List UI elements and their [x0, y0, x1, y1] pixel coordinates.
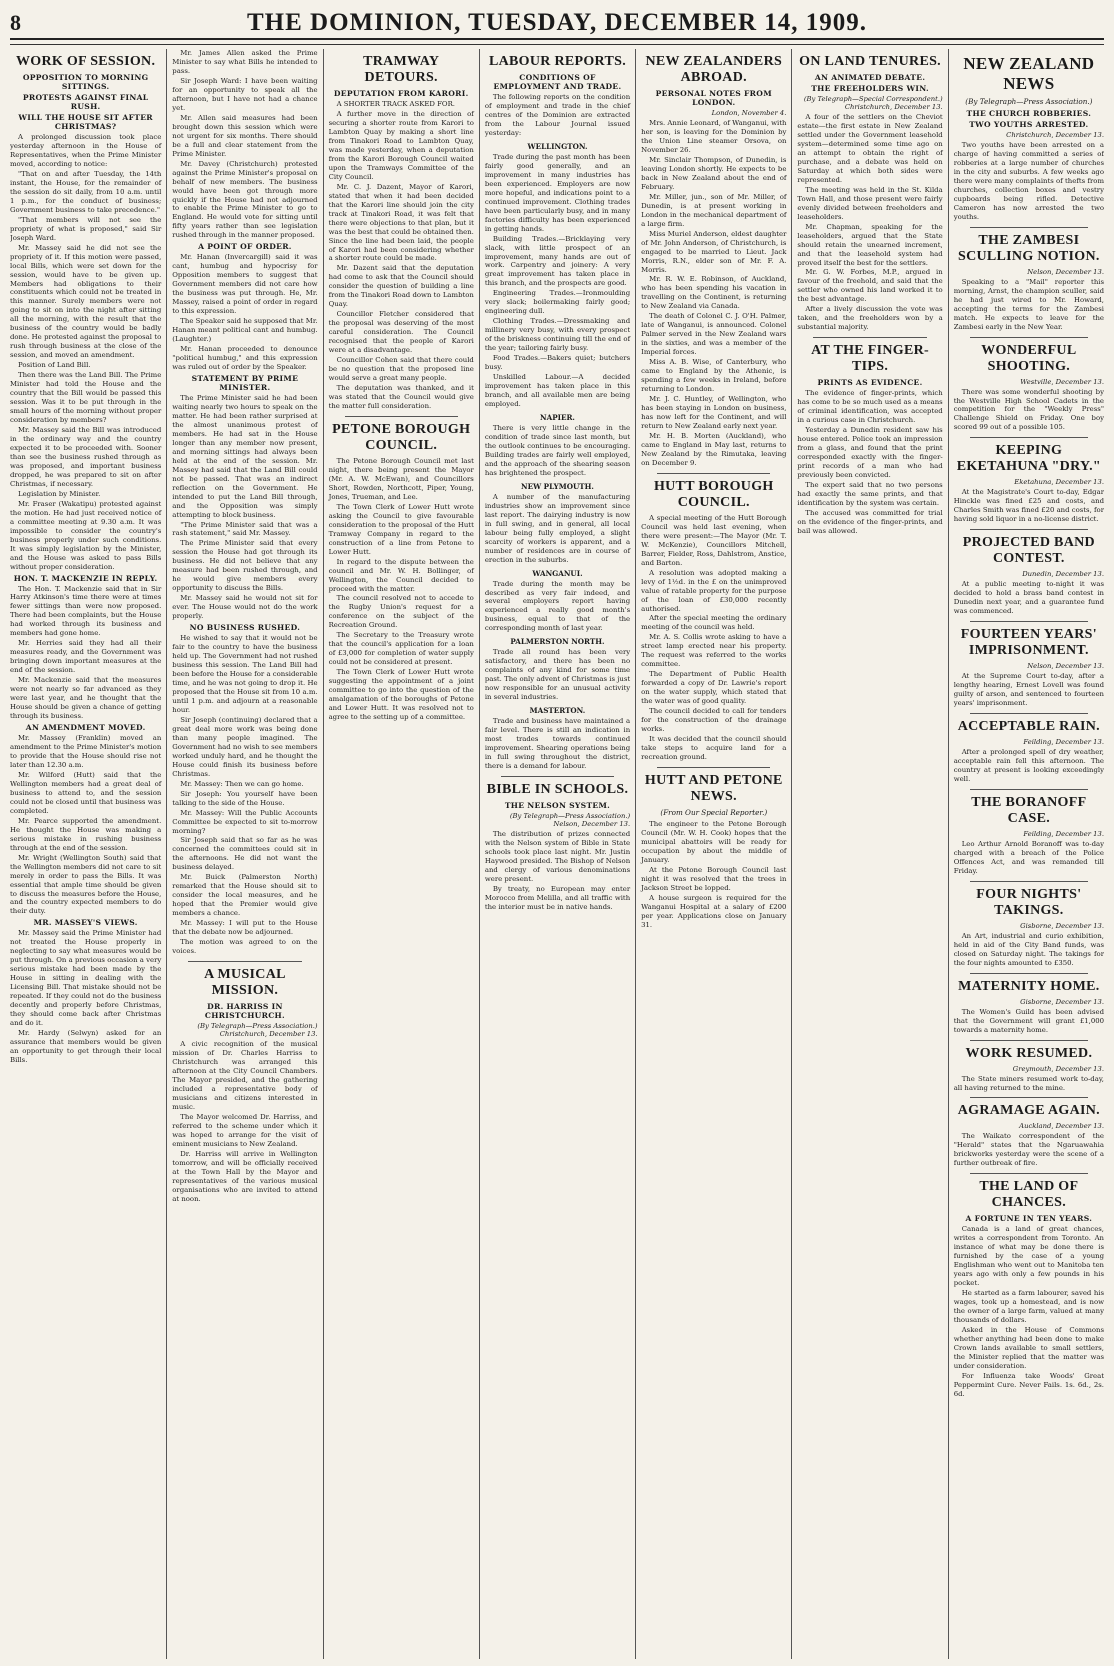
- article-paragraph: Mr. Allen said measures had been brought down this session which were not urgent for six months. There should be a full and clear statement from the Prime Minister.: [172, 113, 318, 158]
- article-headline: FOURTEEN YEARS' IMPRISONMENT.: [960, 627, 1097, 659]
- dateline: Gisborne, December 13.: [1020, 921, 1104, 930]
- article-paragraph: Mr. Miller, jun., son of Mr. Miller, of Dunedin, is at present working in London in the mechanical department of a large firm.: [641, 192, 787, 228]
- article-subheading: STATEMENT BY PRIME MINISTER.: [191, 373, 299, 392]
- article-paragraph: Mr. Massey: Will the Public Accounts Committee be expected to sit to-morrow morning?: [172, 808, 318, 835]
- article-paragraph: There was some wonderful shooting by the Westville High School Cadets in the competition for the "Weekly Press" Challenge Shield on Friday. One boy scored 99 out of a possible 105.: [953, 387, 1104, 432]
- article-paragraph: Mr. Wright (Wellington South) said that the Wellington members did not care to sit merely in order to pass the Bills. It was essential that ample time should be given to discuss the measures before the House, and the country expected members to do their duty.: [10, 853, 162, 916]
- article-paragraph: The Waikato correspondent of the "Herald" states that the Ngaruawahia brickworks yesterday were the scene of a further outbreak of fire.: [953, 1132, 1104, 1168]
- dateline: Gisborne, December 13.: [1020, 997, 1104, 1006]
- article-paragraph: For Influenza take Woods' Great Peppermint Cure. Never Fails. 1s. 6d., 2s. 6d.: [953, 1371, 1104, 1398]
- article-paragraph: A civic recognition of the musical mission of Dr. Charles Harriss to Christchurch was arranged this afternoon at the City Council Chambers. The Mayor presided, and the gathering included a representative body of musicians and citizens interested in music.: [172, 1040, 318, 1111]
- article-paragraph: Trade during the month may be described as very fair indeed, and several employers report having experienced a really good month's business, equal to that of the corresponding month of last year.: [484, 579, 631, 633]
- article-paragraph: After a prolonged spell of dry weather, acceptable rain fell this afternoon. The country at present is looking exceedingly well.: [953, 748, 1104, 783]
- article-headline: PETONE BOROUGH COUNCIL.: [332, 421, 471, 453]
- article-subheading: A FORTUNE IN TEN YEARS.: [965, 1214, 1093, 1224]
- article-headline: FOUR NIGHTS' TAKINGS.: [976, 886, 1082, 918]
- article-paragraph: Two youths have been arrested on a charge of having committed a series of robberies at a large number of churches in the city and suburbs. A few weeks ago there were many complaints of thefts from churches, collection boxes and vestry cupboards being rifled. Detective Cameron has now arrested the two youths.: [953, 141, 1104, 221]
- section-divider: [970, 789, 1088, 790]
- article-paragraph: After a lively discussion the vote was taken, and the freeholders won by a substantial majority.: [797, 305, 943, 332]
- article-paragraph: The Prime Minister said that every session the House had got through its business. He did not believe that any measure had been rushed through, and he would give members every opportunity to discuss the Bills.: [172, 539, 318, 593]
- dateline: Eketahuna, December 13.: [1014, 478, 1104, 487]
- article-paragraph: He wished to say that it would not be fair to the country to have the business held up. The Government had not rushed business this session. The Land Bill had been before the House for a considerable time, and he was not going to drop it. He proposed that the House sit from 10 a.m. until 1 p.m. and adjourn at a reasonable hour.: [172, 634, 318, 714]
- article-headline: A MUSICAL MISSION.: [204, 967, 286, 999]
- article-subheading: WILL THE HOUSE SIT AFTER CHRISTMAS?: [18, 113, 153, 131]
- article-headline: PROJECTED BAND CONTEST.: [962, 535, 1095, 567]
- article-paragraph: Leo Arthur Arnold Boranoff was to-day charged with a breach of the Police Offences Act, and was remanded till Friday.: [953, 839, 1104, 875]
- section-divider: [970, 529, 1088, 530]
- article-paragraph: Mr. James Allen asked the Prime Minister to say what Bills he intended to pass.: [172, 49, 318, 75]
- article-subheading: PRINTS AS EVIDENCE.: [817, 378, 923, 388]
- masthead: [10, 8, 1104, 40]
- dateline: Christchurch, December 13.: [1006, 131, 1104, 139]
- place-heading: WELLINGTON.: [527, 141, 588, 151]
- column-3: [323, 49, 479, 1659]
- article-paragraph: Mr. Mackenzie said that the measures were not nearly so far advanced as they were last year, and he thought that the House should be given a chance of getting through its business.: [10, 676, 162, 721]
- article-paragraph: A prolonged discussion took place yesterday afternoon in the House of Representatives, when the Prime Minister moved, according to notice:: [10, 133, 162, 168]
- article-subheading: (From Our Special Reporter.): [660, 807, 768, 817]
- article-subheading: (By Telegraph—Press Association.): [965, 97, 1093, 106]
- article-subheading: PROTESTS AGAINST FINAL RUSH.: [22, 93, 149, 111]
- place-heading: MASTERTON.: [529, 706, 586, 716]
- article-subheading: AN AMENDMENT MOVED.: [25, 723, 146, 733]
- article-paragraph: Mr. R. W. E. Robinson, of Auckland, who has been spending his vacation in travelling on the Continent, is returning to New Zealand via Canada.: [641, 275, 787, 311]
- article-paragraph: At a public meeting to-night it was decided to hold a brass band contest in Dunedin next year, and a guarantee fund was commenced.: [953, 580, 1104, 616]
- article-paragraph: Miss A. B. Wise, of Canterbury, who came to England by the Athenic, is spending a few weeks in Ireland, before returning to London.: [641, 358, 787, 394]
- article-paragraph: Mr. Massey said the Prime Minister had not treated the House properly in neglecting to say what measures would be put through. On a previous occasion a very serious mistake had been made by the House in sitting in dealing with the Licensing Bill. That mistake should not be repeated. If they could not do the business decently and properly before Christmas, they should come back after Christmas and do it.: [10, 929, 162, 1028]
- article-headline: THE LAND OF CHANCES.: [979, 1179, 1079, 1211]
- place-heading: NAPIER.: [540, 412, 575, 422]
- article-paragraph: A further move in the direction of securing a shorter route from Karori to Lambton Quay by making a short line from Tinakori Road to Lambton Quay, was made yesterday, when a deputation from the Karori Borough Council waited upon the Tramways Committee of the City Council.: [328, 109, 474, 181]
- dateline: Dunedin, December 13.: [1022, 570, 1104, 579]
- section-divider: [970, 437, 1088, 438]
- article-paragraph: There is very little change in the condition of trade since last month, but the outlook continues to be encouraging. Building trades are fairly well employed, and the approach of the shearing season has brightened the prospect.: [484, 423, 631, 477]
- page-number: 8: [10, 10, 21, 35]
- article-paragraph: The Speaker said he supposed that Mr. Hanan meant political cant and humbug. (Laughter.): [172, 317, 318, 344]
- section-divider: [970, 227, 1088, 228]
- article-paragraph: Mr. Chapman, speaking for the leaseholders, argued that the State should retain the unearned increment, and that the leasehold system had proved itself the best for the settlers.: [797, 222, 943, 267]
- section-divider: [970, 621, 1088, 622]
- article-paragraph: Mr. G. W. Forbes, M.P., argued in favour of the freehold, and said that the settler who owned his land worked it to the best advantage.: [797, 268, 943, 304]
- article-paragraph: The Women's Guild has been advised that the Government will grant £1,000 towards a maternity home.: [953, 1007, 1104, 1034]
- article-paragraph: Asked in the House of Commons whether anything had been done to make Crown lands available to small settlers, the Minister replied that the matter was under consideration.: [953, 1326, 1104, 1370]
- dateline: (By Telegraph—Press Association.) Nelson, December 13.: [509, 811, 631, 828]
- article-subheading: AN ANIMATED DEBATE.: [814, 73, 926, 82]
- article-paragraph: Mr. Buick (Palmerston North) remarked that the House should sit to consider the local measures, and he hoped that the Premier would give members a chance.: [172, 873, 318, 918]
- article-paragraph: Mr. Massey: I will put to the House that the debate now be adjourned.: [172, 919, 318, 937]
- article-paragraph: A four of the settlers on the Cheviot estate—the first estate in New Zealand settled under the Government leasehold system—determined some time ago on an attempt to obtain the right of purchase, and a debate was held on Saturday at which both sides were represented.: [797, 113, 943, 184]
- article-paragraph: Mr. Hardy (Selwyn) asked for an assurance that members would be given an opportunity to get through their local Bills.: [10, 1029, 162, 1064]
- article-paragraph: He started as a farm labourer, saved his wages, took up a homestead, and is now the owner of a large farm, valued at many thousands of dollars.: [953, 1289, 1104, 1325]
- article-paragraph: The Mayor welcomed Dr. Harriss, and referred to the scheme under which it was hoped to arrange for the visit of eminent musicians to New Zealand.: [172, 1112, 318, 1148]
- article-paragraph: Mr. J. C. Huntley, of Wellington, who has been staying in London on business, has now left for the Continent, and will return to New Zealand early next year.: [641, 395, 787, 430]
- article-paragraph: The council resolved not to accede to the Rugby Union's request for a conference on the subject of the Recreation Ground.: [328, 594, 474, 630]
- article-paragraph: "That on and after Tuesday, the 14th instant, the House, for the remainder of the session do sit daily, from 10 a.m. until 1 p.m., for the conduct of business; Government business to take precedence.": [10, 169, 162, 214]
- article-paragraph: A resolution was adopted making a levy of 1½d. in the £ on the unimproved value of ratable property for the purpose of the loan of £30,000 recently authorised.: [641, 568, 787, 613]
- article-paragraph: Clothing Trades.—Dressmaking and millinery very busy, with every prospect of the briskness continuing till the end of the year; tailoring fairly busy.: [484, 317, 631, 353]
- article-paragraph: The Department of Public Health forwarded a copy of Dr. Lawrie's report on the water supply, which stated that the water was of good quality.: [641, 670, 787, 706]
- article-headline: ON LAND TENURES.: [799, 54, 941, 69]
- article-subheading: PERSONAL NOTES FROM LONDON.: [655, 89, 772, 107]
- article-paragraph: Yesterday a Dunedin resident saw his house entered. Police took an impression from a glass, and found that the print corresponded exactly with the finger-print records of a man who had previously been convicted.: [797, 426, 943, 479]
- dateline: (By Telegraph—Special Correspondent.) Christchurch, December 13.: [803, 95, 943, 111]
- article-paragraph: Dr. Harriss will arrive in Wellington tomorrow, and will be officially received at the Town Hall by the Mayor and representatives of the various musical organisations who are invited to attend at noon.: [172, 1149, 318, 1203]
- article-headline: WORK RESUMED.: [965, 1045, 1093, 1061]
- article-paragraph: Councillor Cohen said that there could be no question that the proposed line would serve a great many people.: [328, 356, 474, 383]
- place-heading: WANGANUI.: [532, 568, 583, 578]
- article-paragraph: The engineer to the Petone Borough Council (Mr. W. H. Cook) hopes that the municipal abattoirs will be ready for occupation by about the middle of January.: [641, 819, 787, 864]
- article-paragraph: Unskilled Labour.—A decided improvement has taken place in this branch, and all available men are being employed.: [484, 373, 631, 408]
- article-paragraph: "That members will not see the propriety of what is proposed," said Sir Joseph Ward.: [10, 215, 162, 242]
- article-paragraph: Trade during the past month has been fairly good generally, and an improvement in many industries has been experienced. Employers are now more hopeful, and indications point to a continued improvement. Clothing trades have been particularly busy, and in many factories difficulty has been experienced in getting hands.: [484, 152, 631, 233]
- article-paragraph: Mr. H. B. Morten (Auckland), who came to England in May last, returns to New Zealand by the Rimutaka, leaving on December 9.: [641, 431, 787, 467]
- masthead-title: THE DOMINION, TUESDAY, DECEMBER 14, 1909.: [246, 9, 868, 36]
- article-paragraph: Sir Joseph (continuing) declared that a great deal more work was being done than many people imagined. The Government had no wish to see members worked unduly hard, and he thought the House could finish its business before Christmas.: [172, 715, 318, 778]
- article-paragraph: Mr. Fraser (Wakatipu) protested against the motion. He had just received notice of a committee meeting at 9.30 a.m. It was impossible to consider the country's business properly under such conditions. It was simply legislation by the Minister, and the House was asked to pass Bills without proper consideration.: [10, 499, 162, 571]
- article-paragraph: The meeting was held in the St. Kilda Town Hall, and those present were fairly evenly divided between freeholders and leaseholders.: [797, 185, 943, 221]
- article-paragraph: A house surgeon is required for the Wanganui Hospital at a salary of £200 per year. Applications close on January 31.: [641, 893, 787, 929]
- dateline: Auckland, December 13.: [1019, 1122, 1104, 1131]
- article-headline: TRAMWAY DETOURS.: [363, 54, 440, 85]
- section-divider: [345, 416, 458, 417]
- article-paragraph: Mr. Herries said they had all their measures ready, and the Government was bringing down important measures at the end of the session.: [10, 639, 162, 675]
- article-subheading: DR. HARRISS IN CHRISTCHURCH.: [204, 1002, 285, 1021]
- article-subheading: A POINT OF ORDER.: [198, 242, 292, 252]
- article-subheading: HON. T. MACKENZIE IN REPLY.: [13, 573, 158, 583]
- column-7: [948, 49, 1104, 1659]
- article-headline: ACCEPTABLE RAIN.: [957, 719, 1100, 734]
- article-paragraph: Councillor Fletcher considered that the proposal was deserving of the most careful consideration. The Council recognised that the people of Karori were at a disadvantage.: [328, 310, 474, 355]
- article-paragraph: A number of the manufacturing industries show an improvement since last report. The dairying industry is now in full swing, and in general, all local labour being fully employed, a slight scarcity of workers is apparent, and a number of residences are in course of erection in the suburbs.: [484, 492, 631, 564]
- article-paragraph: Speaking to a "Mail" reporter this morning, Arnst, the champion sculler, said he had just wired to Mr. Howard, accepting the terms for the Zambesi match. He expects to leave for the Zambesi early in the New Year.: [953, 277, 1104, 331]
- article-headline: NEW ZEALAND NEWS: [963, 54, 1095, 93]
- columns: [10, 49, 1104, 1659]
- article-paragraph: The distribution of prizes connected with the Nelson system of Bible in State schools took place last night. Mr. Justin Haywood presided. The Bishop of Nelson and clergy of various denominations were present.: [484, 829, 631, 883]
- article-paragraph: The Petone Borough Council met last night, there being present the Mayor (Mr. A. W. McEwan), and Councillors Short, Rowden, Northcott, Piper, Young, Jones, Trueman, and Lee.: [328, 456, 474, 501]
- article-paragraph: Engineering Trades.—Ironmoulding very slack; boilermaking fairly good; engineering dull.: [484, 289, 631, 316]
- article-paragraph: The accused was committed for trial on the evidence of the finger-prints, and bail was allowed.: [797, 508, 943, 535]
- article-subheading: DEPUTATION FROM KARORI.: [333, 89, 469, 98]
- article-paragraph: The State miners resumed work to-day, all having returned to the mine.: [953, 1074, 1104, 1092]
- article-paragraph: A SHORTER TRACK ASKED FOR.: [336, 100, 455, 108]
- article-paragraph: The death of Colonel C. J. O'H. Palmer, late of Wanganui, is announced. Colonel Palmer served in the New Zealand wars in the sixties, and was a member of the Imperial forces.: [641, 312, 787, 357]
- article-paragraph: Legislation by Minister.: [18, 489, 101, 498]
- article-subheading: THE FREEHOLDERS WIN.: [811, 84, 929, 93]
- column-4: [479, 49, 635, 1659]
- article-paragraph: Trade and business have maintained a fair level. There is still an indication in most trades towards continued improvement. Shearing operations being in full swing throughout the district, there is a demand for labour.: [484, 717, 631, 770]
- article-paragraph: Trade all round has been very satisfactory, and there has been no complaints of any kind for some time past. The only advent of Christmas is just now responsible for an unusual activity in several industries.: [484, 648, 631, 702]
- section-divider: [970, 1173, 1088, 1174]
- article-paragraph: An Art, industrial and curio exhibition, held in aid of the City Band funds, was closed on Saturday night. The takings for the four nights amounted to £350.: [953, 931, 1104, 967]
- section-divider: [970, 1097, 1088, 1098]
- article-subheading: NO BUSINESS RUSHED.: [189, 623, 301, 633]
- article-paragraph: Sir Joseph Ward: I have been waiting for an opportunity to speak all the afternoon, but I have not had a chance yet.: [172, 76, 318, 112]
- article-paragraph: Mr. Massey said he would not sit for ever. The House would not do the work properly.: [172, 594, 318, 621]
- place-heading: NEW PLYMOUTH.: [521, 481, 594, 491]
- article-paragraph: Mr. Sinclair Thompson, of Dunedin, is leaving London shortly. He expects to be back in New Zealand about the end of February.: [641, 155, 787, 191]
- article-paragraph: Mr. Wilford (Hutt) said that the Wellington members had a great deal of business to attend to, and the session could not be closed until that business was completed.: [10, 770, 162, 815]
- article-paragraph: Mr. Hanan (Invercargill) said it was cant, humbug and hypocrisy for Opposition members to suggest that Government members did not care how the business was put through. He, Mr. Massey, raised a point of order in regard to this expression.: [172, 253, 318, 316]
- article-paragraph: The evidence of finger-prints, which has come to be so much used as a means of criminal identification, was accepted in a curious case in Christchurch.: [797, 389, 943, 425]
- article-subheading: THE NELSON SYSTEM.: [504, 800, 611, 810]
- article-paragraph: It was decided that the council should take steps to acquire land for a recreation ground.: [641, 735, 787, 761]
- section-divider: [970, 973, 1088, 974]
- article-paragraph: The following reports on the condition of employment and trade in the chief centres of the Dominion are extracted from the Labour Journal issued yesterday:: [484, 93, 631, 137]
- article-headline: LABOUR REPORTS.: [488, 54, 626, 69]
- article-paragraph: The expert said that no two persons had exactly the same prints, and that identification by the system was certain.: [797, 480, 943, 507]
- section-divider: [970, 713, 1088, 714]
- article-headline: HUTT BOROUGH COUNCIL.: [653, 478, 774, 510]
- column-6: [791, 49, 947, 1659]
- article-subheading: THE CHURCH ROBBERIES.: [966, 109, 1092, 118]
- article-paragraph: The Town Clerk of Lower Hutt wrote suggesting the appointment of a joint committee to go into the question of the amalgamation of the boroughs of Petone and Lower Hutt. It was resolved not to agree to the setting up of a committee.: [328, 668, 474, 722]
- article-paragraph: The Secretary to the Treasury wrote that the council's application for a loan of £3,000 for completion of water supply could not be considered at present.: [328, 631, 474, 667]
- dateline: Feilding, December 13.: [1023, 829, 1104, 838]
- article-paragraph: Mr. A. S. Collis wrote asking to have a street lamp erected near his property. The request was referred to the works committee.: [641, 633, 787, 669]
- article-paragraph: Sir Joseph said that so far as he was concerned the committees could sit in the afternoons. He did not want the business delayed.: [172, 836, 318, 872]
- article-paragraph: In regard to the dispute between the council and Mr. W. H. Bollinger, of Wellington, the Council decided to proceed with the matter.: [328, 557, 474, 593]
- article-paragraph: Sir Joseph: You yourself have been talking to the side of the House.: [172, 789, 318, 807]
- dateline: London, November 4.: [711, 109, 787, 117]
- article-paragraph: Mr. Massey said the Bill was introduced in the ordinary way and the country expected it to be proceeded with. Sooner than see the business rushed through as was proposed, and important business dropped, he was prepared to sit on after Christmas, if necessary.: [10, 426, 162, 488]
- article-paragraph: Mr. Massey: Then we can go home.: [180, 779, 304, 788]
- article-paragraph: "The Prime Minister said that was a rash statement," said Mr. Massey.: [172, 520, 318, 538]
- dateline: Nelson, December 13.: [1027, 662, 1104, 671]
- article-paragraph: Mr. Pearce supported the amendment. He thought the House was making a serious mistake in rushing business through at the end of the session.: [10, 816, 162, 852]
- section-divider: [813, 337, 926, 338]
- article-paragraph: Food Trades.—Bakers quiet; butchers busy.: [484, 354, 631, 372]
- article-headline: THE ZAMBESI SCULLING NOTION.: [957, 232, 1100, 264]
- section-divider: [501, 776, 614, 777]
- article-paragraph: Canada is a land of great chances, writes a correspondent from Toronto. An instance of what may be done there is furnished by the case of a young Englishman who went out to Manitoba ten years ago with only a few pounds in his pocket.: [953, 1225, 1104, 1288]
- article-headline: MATERNITY HOME.: [958, 978, 1100, 994]
- article-paragraph: Building Trades.—Bricklaying very slack, with little prospect of an improvement, many hands are out of work. Carpentry and joinery: A very great improvement has taken place in this branch, and the prospects are good.: [484, 234, 631, 288]
- article-paragraph: Miss Muriel Anderson, eldest daughter of Mr. John Anderson, of Christchurch, is engaged to be married to Lieut. Jack Morris, R.N., elder son of Mr. F. A. Morris.: [641, 229, 787, 274]
- article-subheading: CONDITIONS OF EMPLOYMENT AND TRADE.: [493, 73, 622, 91]
- article-headline: HUTT AND PETONE NEWS.: [644, 772, 783, 804]
- section-divider: [970, 337, 1088, 338]
- column-1: [10, 49, 166, 1659]
- section-divider: [657, 767, 770, 768]
- article-paragraph: Position of Land Bill.: [18, 361, 91, 370]
- article-paragraph: At the Magistrate's Court to-day, Edgar Hinckle was fined £25 and costs, and Charles Smith was fined £20 and costs, for having sold liquor in a no-license district.: [953, 488, 1104, 524]
- article-paragraph: Then there was the Land Bill. The Prime Minister had told the House and the country that the Bill would be passed this session. Was it to be put through in the small hours of the morning without proper consideration by members?: [10, 371, 162, 425]
- article-paragraph: The council decided to call for tenders for the construction of the drainage works.: [641, 707, 787, 734]
- article-headline: WONDERFUL SHOOTING.: [981, 342, 1077, 374]
- article-paragraph: By treaty, no European may enter Morocco from Melilla, and all traffic with the interior must be in native hands.: [484, 884, 631, 911]
- article-paragraph: Mr. Hanan proceeded to denounce "political humbug," and this expression was ruled out of order by the Speaker.: [172, 345, 318, 371]
- section-divider: [188, 961, 301, 962]
- section-divider: [970, 881, 1088, 882]
- article-paragraph: The Hon. T. Mackenzie said that in Sir Harry Atkinson's time there were at times fewer sittings than were now proposed. There had been complaints, but the House had worked through its business and members had gone home.: [10, 584, 162, 638]
- article-paragraph: Mr. Massey said he did not see the propriety of it. If this motion were passed, local Bills, which were set down for the session, would have to be given up. Members had obligations to their constituents which could not be treated in this manner. Surely members were not going to sit on into the night after sitting all the morning, with the result that the business of the country would be badly done. He protested against the proposal to rush through business at the close of the session, and moved an amendment.: [10, 243, 162, 360]
- dateline: Feilding, December 13.: [1023, 738, 1104, 746]
- article-headline: BIBLE IN SCHOOLS.: [486, 781, 629, 797]
- article-subheading: OPPOSITION TO MORNING SITTINGS.: [22, 73, 149, 91]
- article-headline: WORK OF SESSION.: [16, 54, 156, 69]
- dateline: Westville, December 13.: [1020, 377, 1104, 386]
- column-2: [166, 49, 322, 1659]
- article-subheading: MR. MASSEY'S VIEWS.: [33, 918, 138, 928]
- article-paragraph: Mr. Davey (Christchurch) protested against the Prime Minister's proposal on behalf of new members. The business would have been got through more quickly if the House had not adjourned to enable the Prime Minister to go to England. He would vote for sitting until fifty years rather than see legislation rushed through in the manner proposed.: [172, 159, 318, 240]
- article-paragraph: After the special meeting the ordinary meeting of the council was held.: [641, 614, 787, 632]
- article-paragraph: At the Supreme Court to-day, after a lengthy hearing, Ernest Lovell was found guilty of arson, and sentenced to fourteen years' imprisonment.: [953, 672, 1104, 708]
- article-headline: THE BORANOFF CASE.: [971, 794, 1087, 826]
- dateline: (By Telegraph—Press Association.) Christchurch, December 13.: [197, 1022, 318, 1039]
- article-subheading: TWO YOUTHS ARRESTED.: [969, 120, 1089, 129]
- article-paragraph: A special meeting of the Hutt Borough Council was held last evening, when there were present:—The Mayor (Mr. T. W. McKenzie), Councillors Mitchell, Barrer, Fielder, Ross, Dahlstrom, Anstice, and Barton.: [641, 513, 787, 567]
- article-paragraph: At the Petone Borough Council last night it was resolved that the trees in Jackson Street be lopped.: [641, 865, 787, 892]
- article-paragraph: The Town Clerk of Lower Hutt wrote asking the Council to give favourable consideration to the proposal of the Hutt Tramway Company in regard to the construction of a line from Petone to Lower Hutt.: [328, 502, 474, 556]
- article-paragraph: The deputation was thanked, and it was stated that the Council would give the matter full consideration.: [328, 384, 474, 410]
- place-heading: PALMERSTON NORTH.: [510, 637, 605, 647]
- article-paragraph: The motion was agreed to on the voices.: [172, 938, 318, 956]
- dateline: Nelson, December 13.: [1027, 267, 1104, 276]
- article-headline: AGRAMAGE AGAIN.: [957, 1103, 1100, 1119]
- article-paragraph: The Prime Minister said he had been waiting nearly two hours to speak on the matter. He had been rather surprised at the almost unanimous protest of members. He had sat in the House longer than any member now present, and morning sittings had always been held at the end of the session. Mr. Massey had said that the Land Bill could not be passed. That was an indirect reflection on the Government. He intended to put the Land Bill through, and the Opposition was simply attempting to block business.: [172, 393, 318, 519]
- article-paragraph: Mr. Dazent said that the deputation had come to ask that the Council should consider the question of building a line from the Tinakori Road down to Lambton Quay.: [328, 264, 474, 309]
- article-headline: AT THE FINGER-TIPS.: [811, 343, 929, 375]
- article-headline: NEW ZEALANDERS ABROAD.: [645, 54, 783, 85]
- article-paragraph: Mrs. Annie Leonard, of Wanganui, with her son, is leaving for the Dominion by the Union Line steamer Orsova, on November 26.: [641, 119, 787, 154]
- section-divider: [970, 1040, 1088, 1041]
- column-5: [635, 49, 791, 1659]
- article-headline: KEEPING EKETAHUNA "DRY.": [956, 443, 1102, 475]
- section-divider: [657, 473, 770, 474]
- dateline: Greymouth, December 13.: [1012, 1064, 1104, 1073]
- article-paragraph: Mr. Massey (Franklin) moved an amendment to the Prime Minister's motion to provide that the House should rise not later than 12.30 a.m.: [10, 734, 162, 769]
- article-paragraph: Mr. C. J. Dazent, Mayor of Karori, stated that when it had been decided that the Karori line should join the city track at Tinakori Road, it was felt that there were objections to that plan, but it was the best that could be obtained then. Since the line had been laid, the people of Karori had been considering whether a shorter route could be made.: [328, 182, 474, 263]
